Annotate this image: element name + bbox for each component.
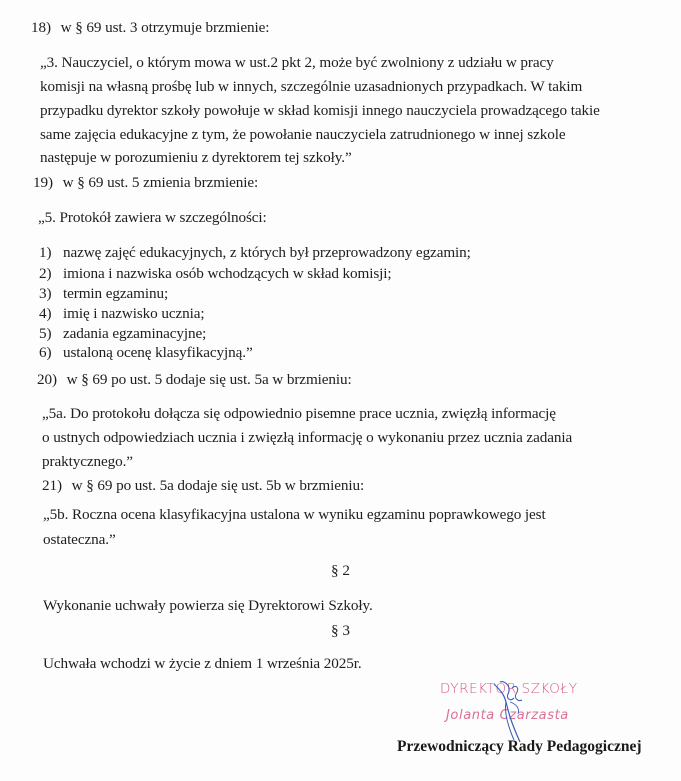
list-item-number: 3) (39, 285, 52, 302)
item-heading-text: w § 69 ust. 5 zmienia brzmienie: (62, 174, 259, 191)
protocol-intro: „5. Protokół zawiera w szczególności: (38, 209, 267, 226)
item-heading-text: w § 69 po ust. 5 dodaje się ust. 5a w brzmieniu: (66, 371, 352, 388)
item-number: 20) (37, 371, 57, 388)
list-item (39, 286, 168, 301)
item-19-heading (33, 175, 258, 190)
item-18-heading (31, 20, 269, 35)
list-item-text: termin egzaminu; (63, 285, 169, 302)
list-item-number: 1) (39, 244, 52, 261)
quote-line: przypadku dyrektor szkoły powołuje w skład komisji innego nauczyciela prowadzącego takie (40, 102, 600, 119)
item-heading-text: w § 69 po ust. 5a dodaje się ust. 5b w brzmieniu: (71, 477, 365, 494)
quote-line: „5a. Do protokołu dołącza się odpowiednio pisemne prace ucznia, zwięzłą informację (42, 405, 556, 422)
list-item-text: zadania egzaminacyjne; (63, 325, 207, 342)
list-item (39, 345, 253, 360)
quote-line: „3. Nauczyciel, o którym mowa w ust.2 pkt 2, może być zwolniony z udziału w pracy (40, 54, 554, 71)
item-number: 19) (33, 174, 53, 191)
quote-line: następuje w porozumieniu z dyrektorem tej szkoły.” (40, 149, 352, 166)
quote-line: praktycznego.” (42, 453, 133, 470)
section-3-text: Uchwała wchodzi w życie z dniem 1 września 2025r. (43, 655, 362, 672)
section-2-mark: § 2 (331, 562, 350, 579)
item-number: 21) (42, 477, 62, 494)
section-2-text: Wykonanie uchwały powierza się Dyrektorowi Szkoły. (43, 597, 373, 614)
item-number: 18) (31, 19, 51, 36)
list-item-number: 6) (39, 344, 52, 361)
list-item-text: imię i nazwisko ucznia; (63, 305, 205, 322)
stamp-name: Jolanta Czarzasta (446, 708, 569, 723)
item-heading-text: w § 69 ust. 3 otrzymuje brzmienie: (60, 19, 270, 36)
quote-line: o ustnych odpowiedziach ucznia i zwięzłą informację o wykonaniu przez ucznia zadania (42, 429, 573, 446)
quote-line: „5b. Roczna ocena klasyfikacyjna ustalona w wyniku egzaminu poprawkowego jest (43, 506, 546, 523)
list-item-text: imiona i nazwiska osób wchodzących w skład komisji; (63, 265, 392, 282)
quote-line: komisji na własną prośbę lub w innych, szczególnie uzasadnionych przypadkach. W takim (40, 78, 583, 95)
item-21-heading (42, 478, 364, 493)
list-item-text: ustaloną ocenę klasyfikacyjną.” (63, 344, 253, 361)
list-item-number: 4) (39, 305, 52, 322)
item-20-heading (37, 372, 352, 387)
list-item (39, 266, 392, 281)
quote-line: ostateczna.” (43, 531, 116, 548)
list-item-number: 2) (39, 265, 52, 282)
list-item (39, 306, 205, 321)
section-3-mark: § 3 (331, 622, 350, 639)
stamp-title: DYREKTOR SZKOŁY (440, 681, 578, 697)
list-item-text: nazwę zajęć edukacyjnych, z których był przeprowadzony egzamin; (63, 244, 471, 261)
list-item (39, 245, 471, 260)
chairman-label: Przewodniczący Rady Pedagogicznej (397, 738, 642, 755)
quote-line: same zajęcia edukacyjne z tym, że powołanie nauczyciela zatrudnionego w innej szkole (40, 126, 566, 143)
list-item (39, 326, 206, 341)
list-item-number: 5) (39, 325, 52, 342)
